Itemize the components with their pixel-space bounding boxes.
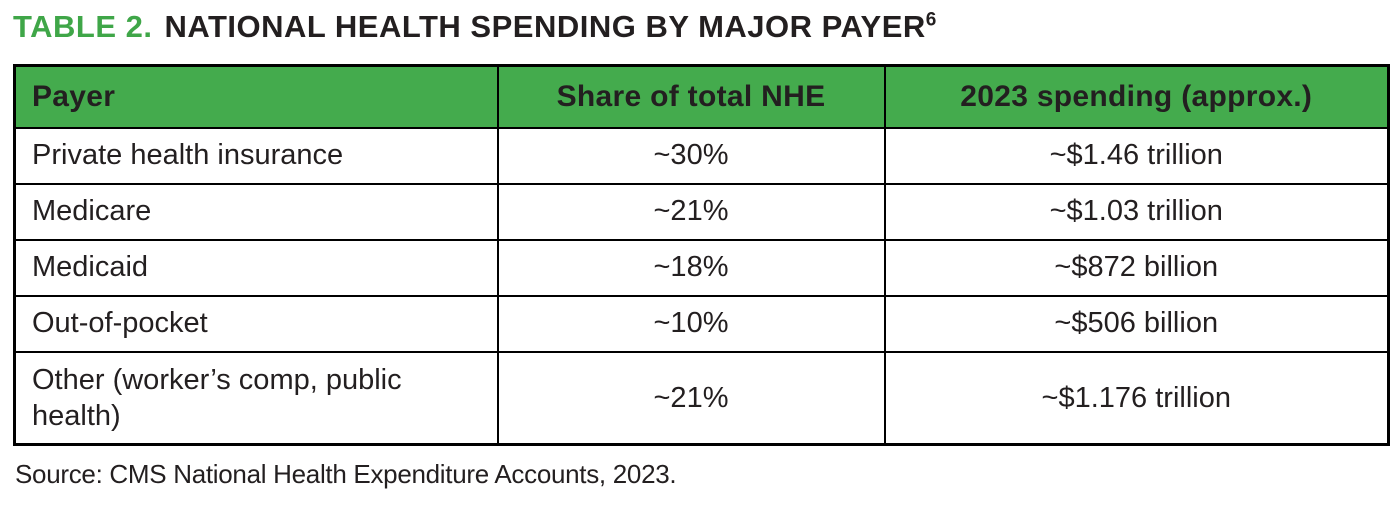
table-row [15, 128, 1389, 184]
spending-cell: ~$1.46 trillion [885, 128, 1389, 184]
column-header-share: Share of total NHE [498, 66, 885, 128]
column-header-spending: 2023 spending (approx.) [885, 66, 1389, 128]
payer-cell: Other (worker’s comp, public health) [15, 352, 498, 445]
share-cell: ~10% [498, 296, 885, 352]
payer-cell: Medicaid [15, 240, 498, 296]
share-cell: ~30% [498, 128, 885, 184]
share-cell: ~18% [498, 240, 885, 296]
table-header-row [15, 66, 1389, 128]
national-health-spending-table [13, 64, 1390, 446]
spending-cell: ~$872 billion [885, 240, 1389, 296]
payer-cell: Medicare [15, 184, 498, 240]
spending-cell: ~$1.03 trillion [885, 184, 1389, 240]
table-row [15, 352, 1389, 445]
table-title-text: NATIONAL HEALTH SPENDING BY MAJOR PAYER [164, 9, 926, 44]
share-cell: ~21% [498, 184, 885, 240]
payer-cell: Private health insurance [15, 128, 498, 184]
spending-cell: ~$506 billion [885, 296, 1389, 352]
table-row [15, 184, 1389, 240]
footnote-marker: 6 [925, 9, 937, 31]
column-header-payer: Payer [15, 66, 498, 128]
table-row [15, 296, 1389, 352]
spending-cell: ~$1.176 trillion [885, 352, 1389, 445]
page-title [13, 7, 1387, 47]
share-cell: ~21% [498, 352, 885, 445]
table-row [15, 240, 1389, 296]
table-number-label: TABLE 2. [13, 9, 153, 44]
source-note: Source: CMS National Health Expenditure Accounts, 2023. [15, 459, 677, 489]
payer-cell: Out-of-pocket [15, 296, 498, 352]
